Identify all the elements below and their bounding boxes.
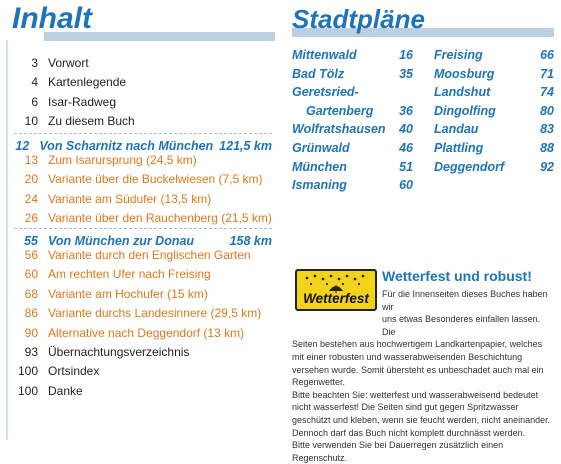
toc-text: Kartenlegende — [48, 75, 127, 90]
city-name: Gartenberg — [306, 103, 374, 118]
city-page: 74 — [540, 85, 554, 100]
city-list-right — [434, 46, 554, 176]
city-name: Moosburg — [434, 66, 495, 81]
city-row[interactable] — [292, 139, 413, 158]
toc-page: 86 — [24, 306, 38, 321]
toc-row[interactable] — [12, 190, 274, 209]
section-distance: 158 km — [229, 234, 272, 248]
section-title: Von Scharnitz nach München — [39, 139, 214, 153]
city-row[interactable] — [292, 102, 413, 121]
toc-page: 60 — [24, 267, 38, 282]
wetterfest-title: Wetterfest und robust! — [382, 268, 532, 284]
toc-text: Ortsindex — [48, 364, 100, 379]
city-name: München — [292, 159, 347, 174]
section-heading-scharnitz-muenchen[interactable] — [14, 133, 272, 153]
toc-text: Variante durchs Landesinnere (29,5 km) — [48, 306, 262, 321]
toc-row[interactable] — [12, 170, 274, 189]
toc-text: Variante am Südufer (13,5 km) — [48, 191, 212, 206]
toc-section1-list — [12, 151, 274, 229]
toc-row[interactable] — [12, 362, 274, 381]
city-page: 46 — [399, 140, 413, 155]
city-row[interactable] — [434, 158, 554, 177]
city-name: Plattling — [434, 140, 484, 155]
city-name: Freising — [434, 48, 483, 62]
toc-section2-list — [12, 246, 274, 401]
toc-row[interactable] — [12, 265, 274, 284]
section-title: Von München zur Donau — [48, 234, 195, 248]
toc-row[interactable] — [12, 93, 274, 112]
toc-row[interactable] — [12, 343, 274, 362]
left-margin-rule — [6, 40, 8, 440]
city-row[interactable] — [434, 102, 554, 121]
wetterfest-logo-text: Wetterfest — [303, 291, 369, 306]
toc-page: 93 — [24, 345, 38, 360]
city-name: Ismaning — [292, 178, 347, 193]
toc-text: Isar-Radweg — [48, 94, 117, 109]
wetterfest-intro-line-1: Für die Innenseiten dieses Buches haben wir — [382, 289, 548, 312]
city-row[interactable] — [434, 120, 554, 139]
city-page: 40 — [399, 122, 413, 137]
toc-page: 24 — [24, 191, 38, 206]
city-row[interactable] — [434, 83, 554, 102]
toc-text: Alternative nach Deggendorf (13 km) — [48, 325, 245, 340]
city-name: Bad Tölz — [292, 66, 345, 81]
toc-page: 20 — [24, 172, 38, 187]
city-name: Landshut — [434, 85, 491, 100]
wetterfest-paragraph-2: Bitte beachten Sie: wetterfest und wasserabweisend bedeutet nicht wasserfest! Die Seiten sind gut gegen Spritzwasser geschützt und kleben, wenn sie feucht werden, nicht aneinander. Dennoch darf das Buch nicht komplett durchnässt werden. — [292, 389, 551, 438]
city-page: 51 — [399, 159, 413, 174]
city-row[interactable] — [434, 65, 554, 84]
city-row[interactable] — [292, 158, 413, 177]
city-row[interactable] — [292, 176, 413, 195]
city-name: Wolfratshausen — [292, 122, 386, 137]
toc-row[interactable] — [12, 209, 274, 228]
toc-text: Danke — [48, 383, 83, 398]
toc-row[interactable] — [12, 382, 274, 401]
city-page: 71 — [540, 66, 554, 81]
toc-page: 6 — [31, 94, 38, 109]
toc-text: Variante am Hochufer (15 km) — [48, 286, 208, 301]
city-page: 83 — [540, 122, 554, 137]
city-page: 16 — [399, 48, 413, 62]
toc-text: Übernachtungsverzeichnis — [48, 345, 190, 360]
city-row[interactable] — [292, 46, 413, 65]
toc-text: Variante durch den Englischen Garten — [48, 248, 251, 262]
city-row[interactable] — [434, 139, 554, 158]
toc-page: 26 — [24, 211, 38, 226]
city-page: 36 — [399, 103, 413, 118]
toc-text: Zu diesem Buch — [48, 114, 135, 129]
section-page: 12 — [15, 139, 30, 153]
city-page: 35 — [399, 66, 413, 81]
city-row[interactable] — [292, 65, 413, 84]
toc-front-list — [12, 54, 274, 132]
toc-page: 90 — [24, 325, 38, 340]
toc-row[interactable] — [12, 285, 274, 304]
toc-row[interactable] — [12, 73, 274, 92]
toc-page: 3 — [31, 56, 38, 70]
city-row[interactable] — [434, 46, 554, 65]
city-row[interactable] — [292, 120, 413, 139]
section-heading-muenchen-donau[interactable] — [14, 228, 272, 248]
toc-row[interactable] — [12, 151, 274, 170]
wetterfest-paragraph-3: Bitte verwenden Sie bei Dauerregen zusätzlich einen Regenschutz. — [292, 440, 504, 463]
toc-text: Variante über die Buckelwiesen (7,5 km) — [48, 172, 263, 187]
wetterfest-paragraph-1: Seiten bestehen aus hochwertigem Landkartenpapier, welches mit einer robusten und wasserabweisenden Beschichtung versehen wurde. Somit übersteht es unbeschadet auch mal ein Regenwetter. — [292, 339, 544, 388]
city-name: Geretsried- — [292, 85, 359, 100]
section-distance: 121,5 km — [219, 139, 272, 153]
toc-page: 56 — [24, 248, 38, 262]
city-page: 60 — [399, 178, 413, 193]
inhalt-title: Inhalt — [12, 2, 92, 35]
toc-text: Variante über den Rauchenberg (21,5 km) — [48, 211, 272, 226]
toc-row[interactable] — [12, 304, 274, 323]
city-page: 66 — [540, 48, 554, 62]
city-name: Landau — [434, 122, 479, 137]
city-name: Deggendorf — [434, 159, 505, 174]
city-name: Grünwald — [292, 140, 350, 155]
toc-text: Zum Isarursprung (24,5 km) — [48, 153, 197, 167]
wetterfest-body — [292, 288, 556, 464]
city-page: 88 — [540, 140, 554, 155]
toc-row[interactable] — [12, 246, 274, 265]
toc-page: 68 — [24, 286, 38, 301]
toc-row[interactable] — [12, 112, 274, 131]
toc-text: Vorwort — [48, 56, 89, 70]
toc-row[interactable] — [12, 54, 274, 73]
toc-page: 100 — [17, 364, 38, 379]
city-row[interactable] — [292, 83, 413, 102]
city-list-left — [292, 46, 413, 195]
toc-text: Am rechten Ufer nach Freising — [48, 267, 211, 282]
section-page: 55 — [24, 234, 38, 248]
city-page: 80 — [540, 103, 554, 118]
wetterfest-intro-line-2: uns etwas Besonderes einfallen lassen. Die — [382, 314, 541, 337]
toc-page: 13 — [24, 153, 38, 167]
toc-row[interactable] — [12, 324, 274, 343]
toc-page: 100 — [17, 383, 38, 398]
city-name: Mittenwald — [292, 48, 357, 62]
stadtplaene-title: Stadtpläne — [292, 4, 425, 34]
toc-page: 4 — [31, 75, 38, 90]
city-page: 92 — [540, 159, 554, 174]
toc-page: 10 — [24, 114, 38, 129]
city-name: Dingolfing — [434, 103, 496, 118]
